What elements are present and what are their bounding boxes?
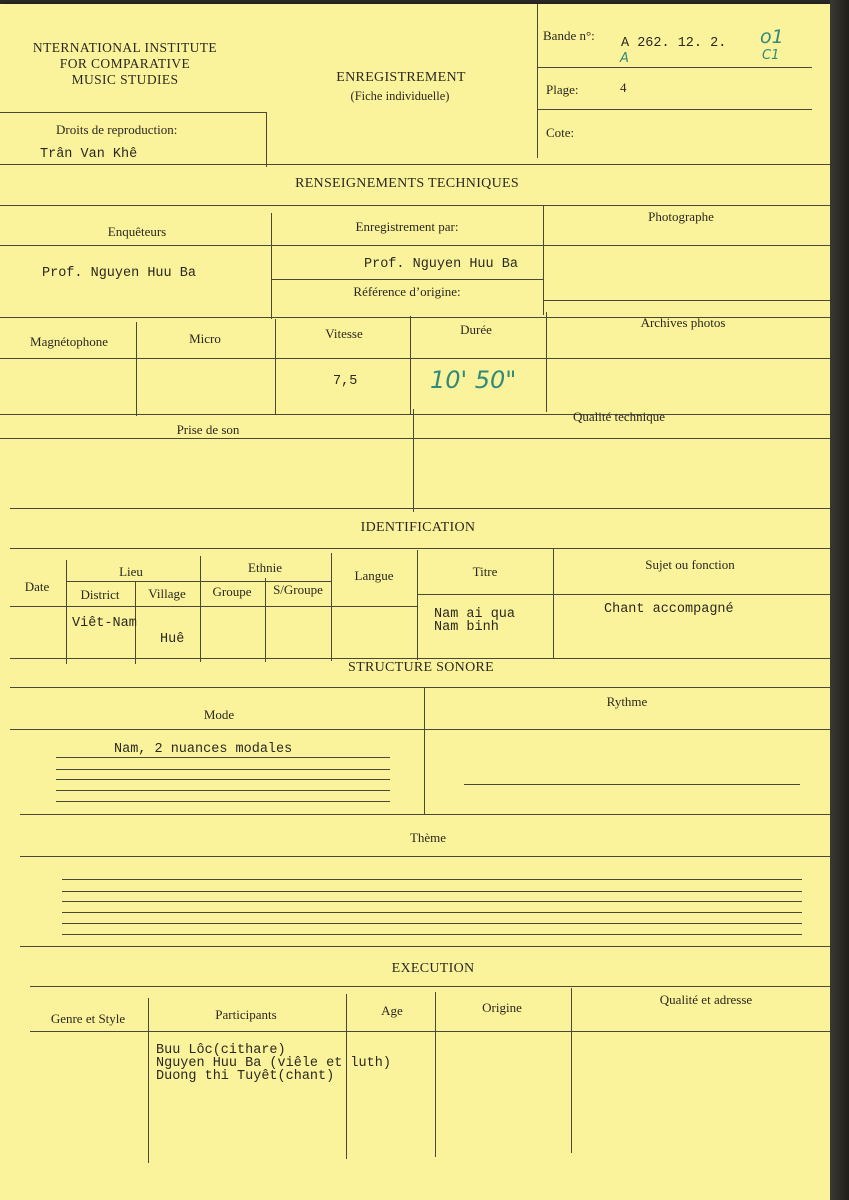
form-subtitle: (Fiche individuelle) <box>350 89 450 103</box>
divider <box>10 548 830 549</box>
divider <box>30 1031 830 1032</box>
institute-line-2: FOR COMPARATIVE <box>59 56 191 71</box>
vitesse-value: 7,5 <box>333 374 358 389</box>
ethnie-label: Ethnie <box>248 560 282 575</box>
divider <box>435 992 436 1157</box>
rythme-label: Rythme <box>606 694 648 709</box>
divider <box>543 300 830 301</box>
divider <box>331 553 332 661</box>
divider <box>417 550 418 660</box>
divider <box>271 279 543 280</box>
divider <box>136 322 137 416</box>
divider <box>0 245 830 246</box>
divider <box>20 814 830 815</box>
date-label: Date <box>24 579 50 594</box>
section-execution: EXECUTION <box>391 961 475 976</box>
mode-label: Mode <box>203 707 235 722</box>
institute-line-1: NTERNATIONAL INSTITUTE <box>32 40 218 55</box>
divider <box>0 164 830 165</box>
theme-rule <box>62 934 802 935</box>
sgroupe-label: S/Groupe <box>273 582 323 597</box>
section-structure: STRUCTURE SONORE <box>348 660 494 675</box>
divider <box>546 312 547 412</box>
divider <box>20 856 830 857</box>
plage-label: Plage: <box>546 82 579 97</box>
divider <box>424 687 425 814</box>
divider <box>537 67 812 68</box>
cote-label: Cote: <box>546 125 575 140</box>
sujet-label: Sujet ou fonction <box>645 557 735 572</box>
divider <box>66 560 67 664</box>
divider <box>10 508 830 509</box>
theme-rule <box>62 901 802 902</box>
participants-label: Participants <box>215 1007 277 1022</box>
divider <box>0 358 830 359</box>
divider <box>20 946 830 947</box>
divider <box>553 548 554 658</box>
droits-value: Trân Van Khê <box>40 147 138 162</box>
vitesse-label: Vitesse <box>325 326 363 341</box>
divider <box>10 606 417 607</box>
duree-value: 10' 50" <box>430 366 517 394</box>
bande-hand-right: C1 <box>762 48 780 63</box>
participants-value: Buu Lôc(cithare) Nguyen Huu Ba (viêle et luth) Duong thi Tuyêt(chant) <box>156 1043 391 1084</box>
duree-label: Durée <box>460 322 492 337</box>
reference-label: Référence d’origine: <box>353 284 461 299</box>
divider <box>571 988 572 1153</box>
district-value: Viêt-Nam <box>72 616 137 631</box>
lieu-label: Lieu <box>119 564 143 579</box>
mode-rule <box>56 779 390 780</box>
divider <box>0 205 830 206</box>
divider <box>10 729 830 730</box>
divider <box>271 213 272 319</box>
sujet-value: Chant accompagné <box>604 602 734 617</box>
theme-rule <box>62 923 802 924</box>
form-title: ENREGISTREMENT <box>336 70 466 85</box>
section-identification: IDENTIFICATION <box>360 520 476 535</box>
mode-rule <box>56 769 390 770</box>
enregistrement-label: Enregistrement par: <box>355 219 459 234</box>
micro-label: Micro <box>189 331 221 346</box>
divider <box>148 998 149 1163</box>
divider <box>10 687 830 688</box>
divider <box>410 316 411 414</box>
theme-rule <box>62 879 802 880</box>
divider <box>275 319 276 414</box>
qualite-label: Qualité et adresse <box>659 992 753 1007</box>
rythme-rule <box>464 784 800 785</box>
mode-value: Nam, 2 nuances modales <box>114 742 293 757</box>
divider <box>0 438 830 439</box>
archives-label: Archives photos <box>640 315 726 330</box>
mode-rule <box>56 790 390 791</box>
divider <box>10 658 830 659</box>
droits-label: Droits de reproduction: <box>56 122 178 137</box>
district-label: District <box>80 587 120 602</box>
mode-rule <box>56 757 390 758</box>
groupe-label: Groupe <box>212 584 252 599</box>
enqueteurs-label: Enquêteurs <box>107 224 167 239</box>
divider <box>0 414 830 415</box>
divider <box>413 409 414 512</box>
enregistrement-value: Prof. Nguyen Huu Ba <box>364 257 518 272</box>
divider <box>30 986 830 987</box>
bande-hand-value: o1 <box>760 26 784 48</box>
magnetophone-label: Magnétophone <box>30 334 108 349</box>
divider <box>417 594 830 595</box>
institute-name <box>0 40 250 88</box>
divider <box>537 109 812 110</box>
titre-value: Nam ai qua Nam binh <box>434 607 516 635</box>
theme-rule <box>62 912 802 913</box>
divider <box>537 4 538 158</box>
village-label: Village <box>148 586 186 601</box>
divider <box>200 556 201 662</box>
record-card <box>0 4 830 1200</box>
photographe-label: Photographe <box>648 209 714 224</box>
divider <box>265 578 266 662</box>
langue-label: Langue <box>354 568 394 583</box>
bande-label: Bande n°: <box>543 28 595 43</box>
divider <box>266 112 267 167</box>
enqueteurs-value: Prof. Nguyen Huu Ba <box>42 266 196 281</box>
divider <box>543 205 544 315</box>
age-label: Age <box>381 1003 403 1018</box>
village-value: Huê <box>160 632 185 647</box>
genre-label: Genre et Style <box>50 1011 126 1026</box>
prise-label: Prise de son <box>176 422 240 437</box>
mode-rule <box>56 801 390 802</box>
institute-line-3: MUSIC STUDIES <box>71 72 179 87</box>
titre-label: Titre <box>472 564 498 579</box>
divider <box>0 112 266 113</box>
bande-hand-below: A <box>620 51 629 66</box>
section-renseignements: RENSEIGNEMENTS TECHNIQUES <box>295 176 519 191</box>
bande-value: A 262. 12. 2. <box>621 36 727 51</box>
plage-value: 4 <box>620 80 627 95</box>
origine-label: Origine <box>482 1000 522 1015</box>
theme-label: Thème <box>409 830 447 845</box>
theme-rule <box>62 891 802 892</box>
scan-edge <box>830 0 849 1200</box>
qualite-tech-label: Qualité technique <box>572 409 666 424</box>
